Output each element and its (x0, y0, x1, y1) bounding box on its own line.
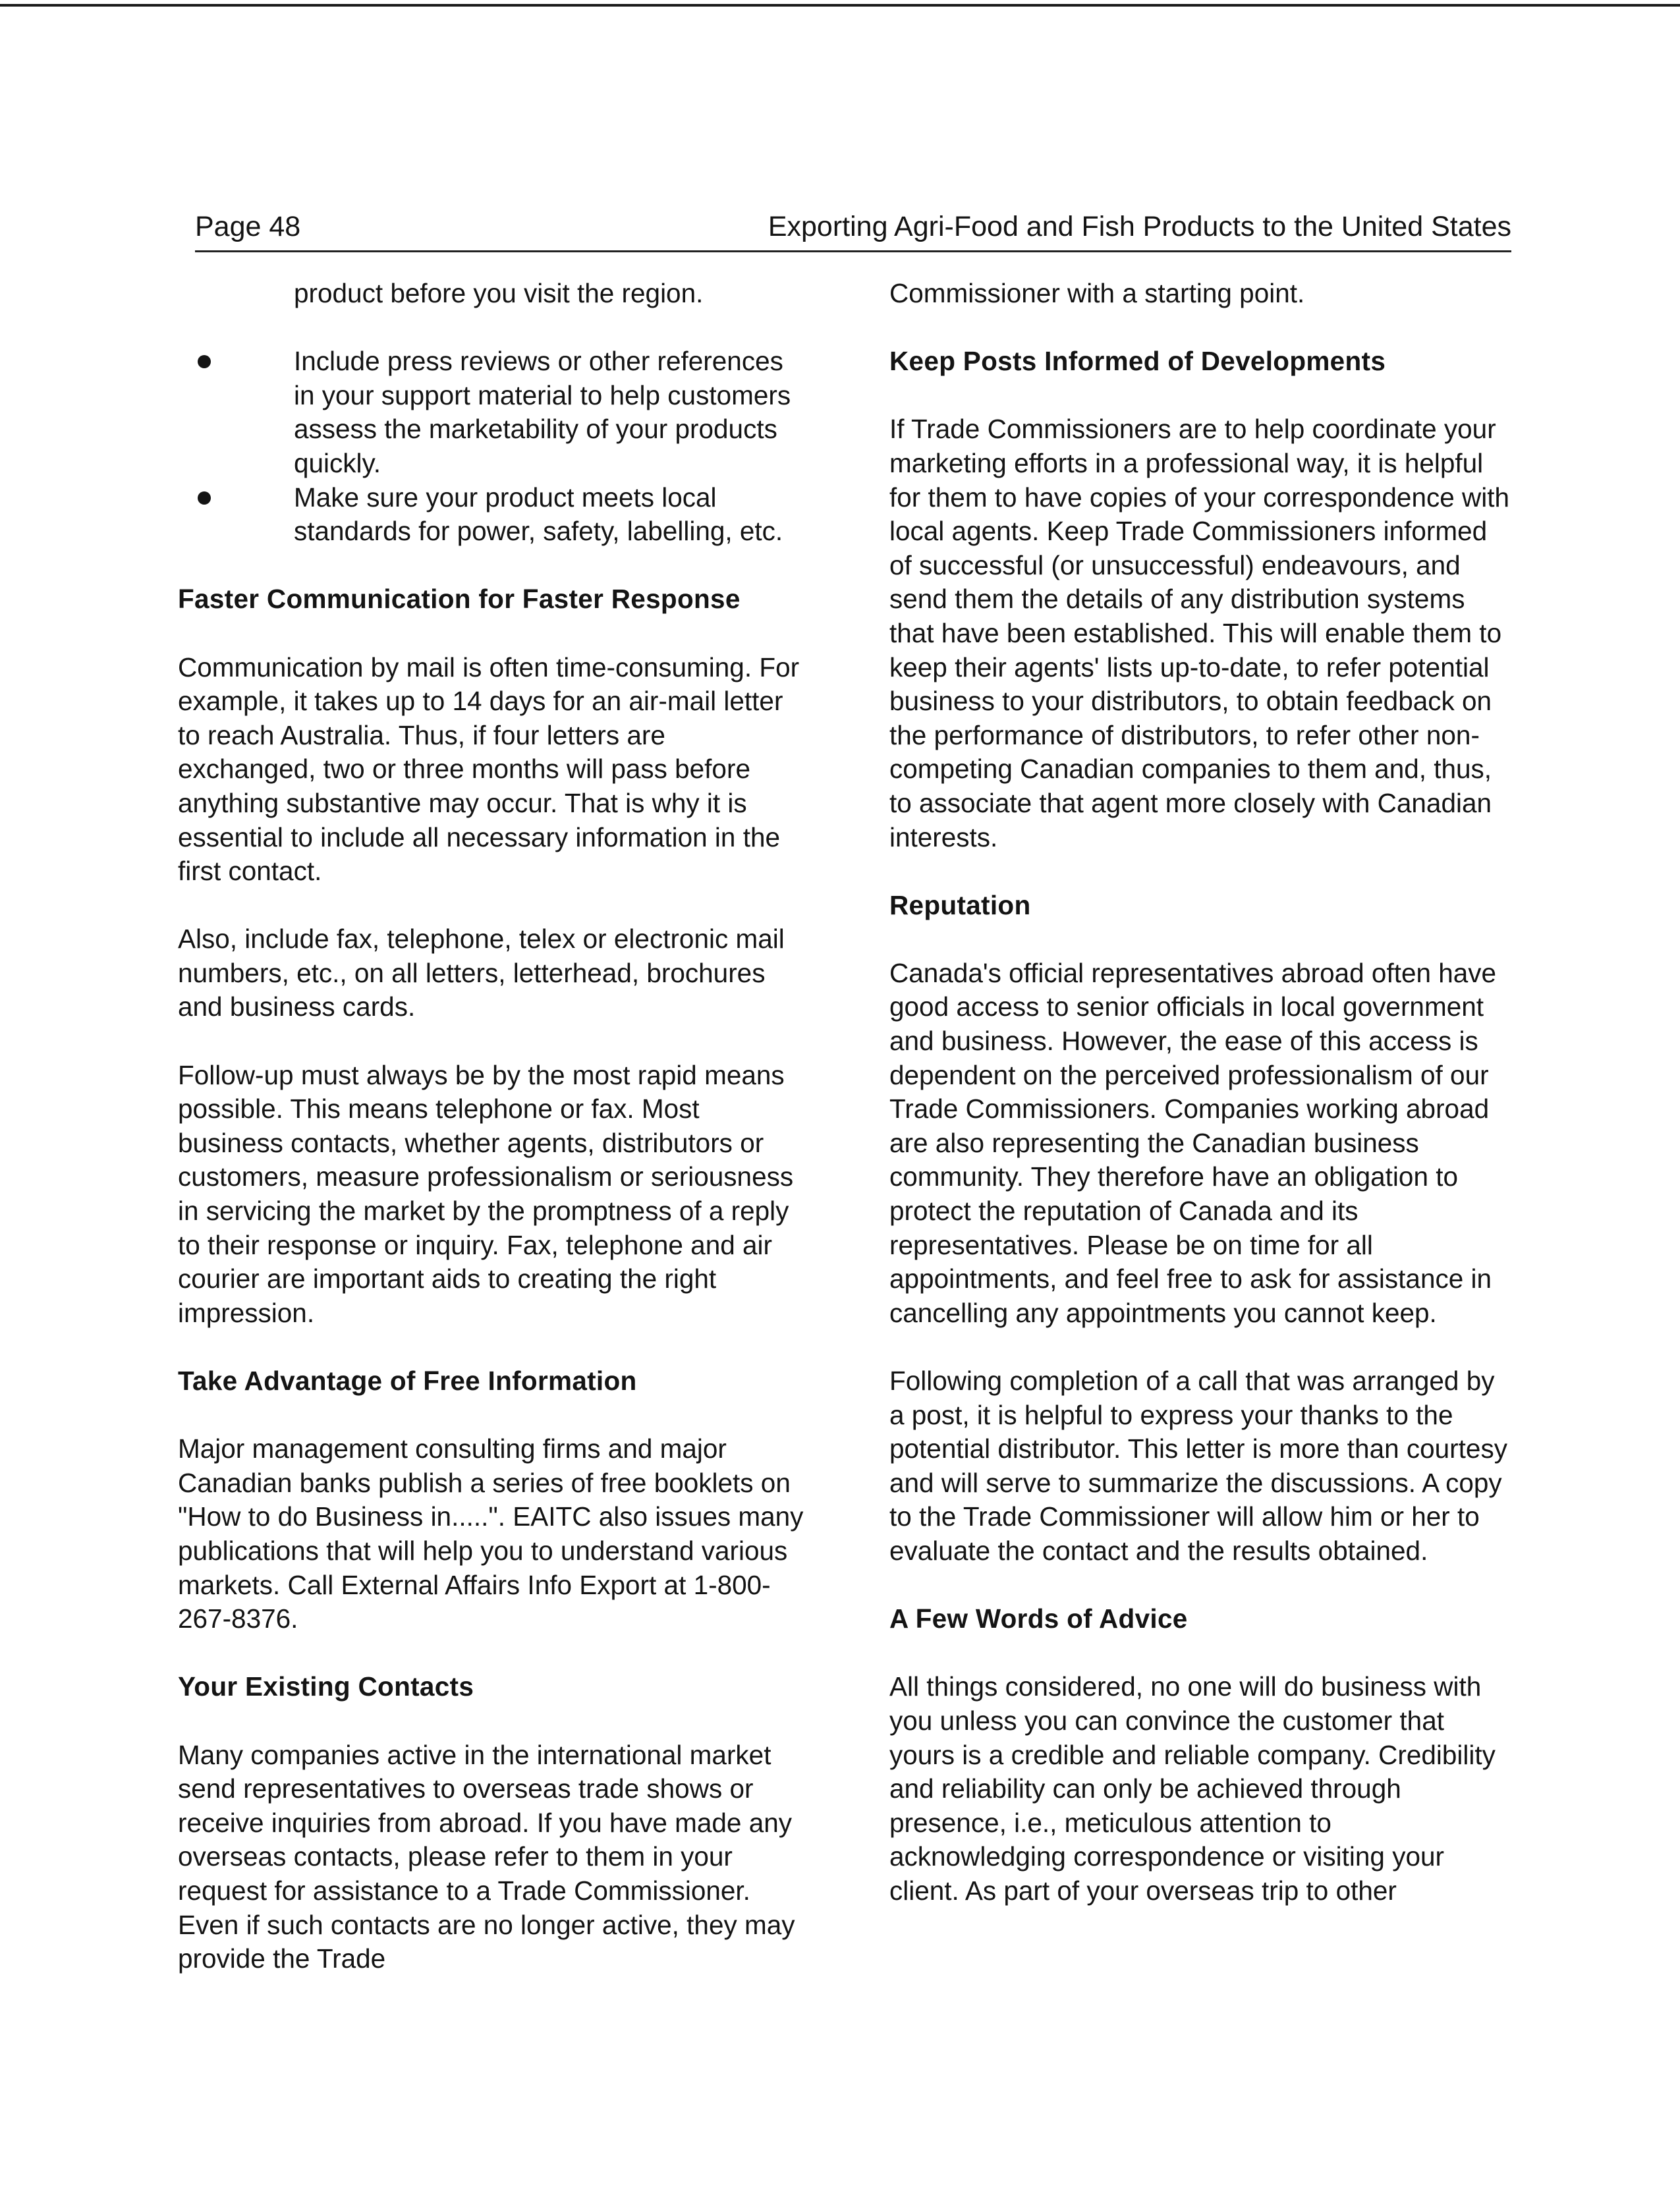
bullet-continuation: product before you visit the region. (294, 278, 704, 308)
section-heading-reputation: Reputation (889, 889, 1031, 920)
top-rule (0, 4, 1680, 7)
page-number: Page 48 (195, 211, 301, 242)
paragraph: Many companies active in the international market send representatives to overseas trade shows or receive inquiries from abroad. If you have made any overseas contacts, please refer to them in your request for assistance to a Trade Commissioner. Even if such contacts are no longer active, they may provide the Trade (178, 1739, 795, 1974)
paragraph: Canada's official representatives abroad often have good access to senior officials in local government and business. However, the ease of this access is dependent on the perceived professionalism of our Trade Commissioners. Companies working abroad are also representing the Canadian business community. They therefore have an obligation to protect the reputation of Canada and its representatives. Please be on time for all appointments, and feel free to ask for assistance in cancelling any appointments you cannot keep. (889, 957, 1497, 1328)
paragraph: All things considered, no one will do business with you unless you can convince the customer that yours is a credible and reliable company. Credibility and reliability can only be achieved through presence, i.e., meticulous attention to acknowledging correspondence or visiting your client. As part of your overseas trip to other (889, 1671, 1496, 1906)
paragraph: If Trade Commissioners are to help coordinate your marketing efforts in a professional way, it is helpful for them to have copies of your correspondence with local agents. Keep Trade Commissioners informed of successful (or unsuccessful) endeavours, and send them the details of any distribution systems that have been established. This will enable them to keep their agents' lists up-to-date, to refer potential business to your distributors, to obtain feedback on the performance of distributors, to refer other non-competing Canadian companies to them and, thus, to associate that agent more closely with Canadian interests. (889, 414, 1510, 852)
left-column (178, 277, 804, 2010)
section-heading-free-information: Take Advantage of Free Information (178, 1366, 637, 1396)
document-title: Exporting Agri-Food and Fish Products to the United States (768, 211, 1511, 242)
section-heading-existing-contacts: Your Existing Contacts (178, 1671, 474, 1702)
bullet-list (178, 345, 804, 549)
page-header (195, 209, 1511, 252)
paragraph: Communication by mail is often time-consuming. For example, it takes up to 14 days for an air-mail letter to reach Australia. Thus, if four letters are exchanged, two or three months will pass before anything substantive may occur. That is why it is essential to include all necessary information in the first contact. (178, 652, 800, 887)
paragraph: Following completion of a call that was arranged by a post, it is helpful to express your thanks to the potential distributor. This letter is more than courtesy and will serve to summarize the discussions. A copy to the Trade Commissioner will allow him or her to evaluate the contact and the results obtained. (889, 1366, 1507, 1566)
section-heading-advice: A Few Words of Advice (889, 1603, 1188, 1634)
section-heading-keep-posts: Keep Posts Informed of Developments (889, 346, 1386, 377)
paragraph-continuation: Commissioner with a starting point. (889, 278, 1305, 308)
paragraph: Major management consulting firms and major Canadian banks publish a series of free booklets on "How to do Business in.....". EAITC also issues many publications that will help you to understand various markets. Call External Affairs Info Export at 1-800-267-8376. (178, 1433, 804, 1634)
paragraph: Also, include fax, telephone, telex or electronic mail numbers, etc., on all letters, letterhead, brochures and business cards. (178, 924, 785, 1022)
right-column (889, 277, 1515, 1942)
section-heading-faster-communication: Faster Communication for Faster Response (178, 584, 741, 615)
bullet-item: Include press reviews or other references in your support material to help customers assess the marketability of your products quickly. (178, 345, 804, 480)
bullet-item: Make sure your product meets local standards for power, safety, labelling, etc. (178, 481, 804, 549)
paragraph: Follow-up must always be by the most rapid means possible. This means telephone or fax. Most business contacts, whether agents, distributors or customers, measure professionalism or seriousness in servicing the market by the promptness of a reply to their response or inquiry. Fax, telephone and air courier are important aids to creating the right impression. (178, 1059, 794, 1328)
